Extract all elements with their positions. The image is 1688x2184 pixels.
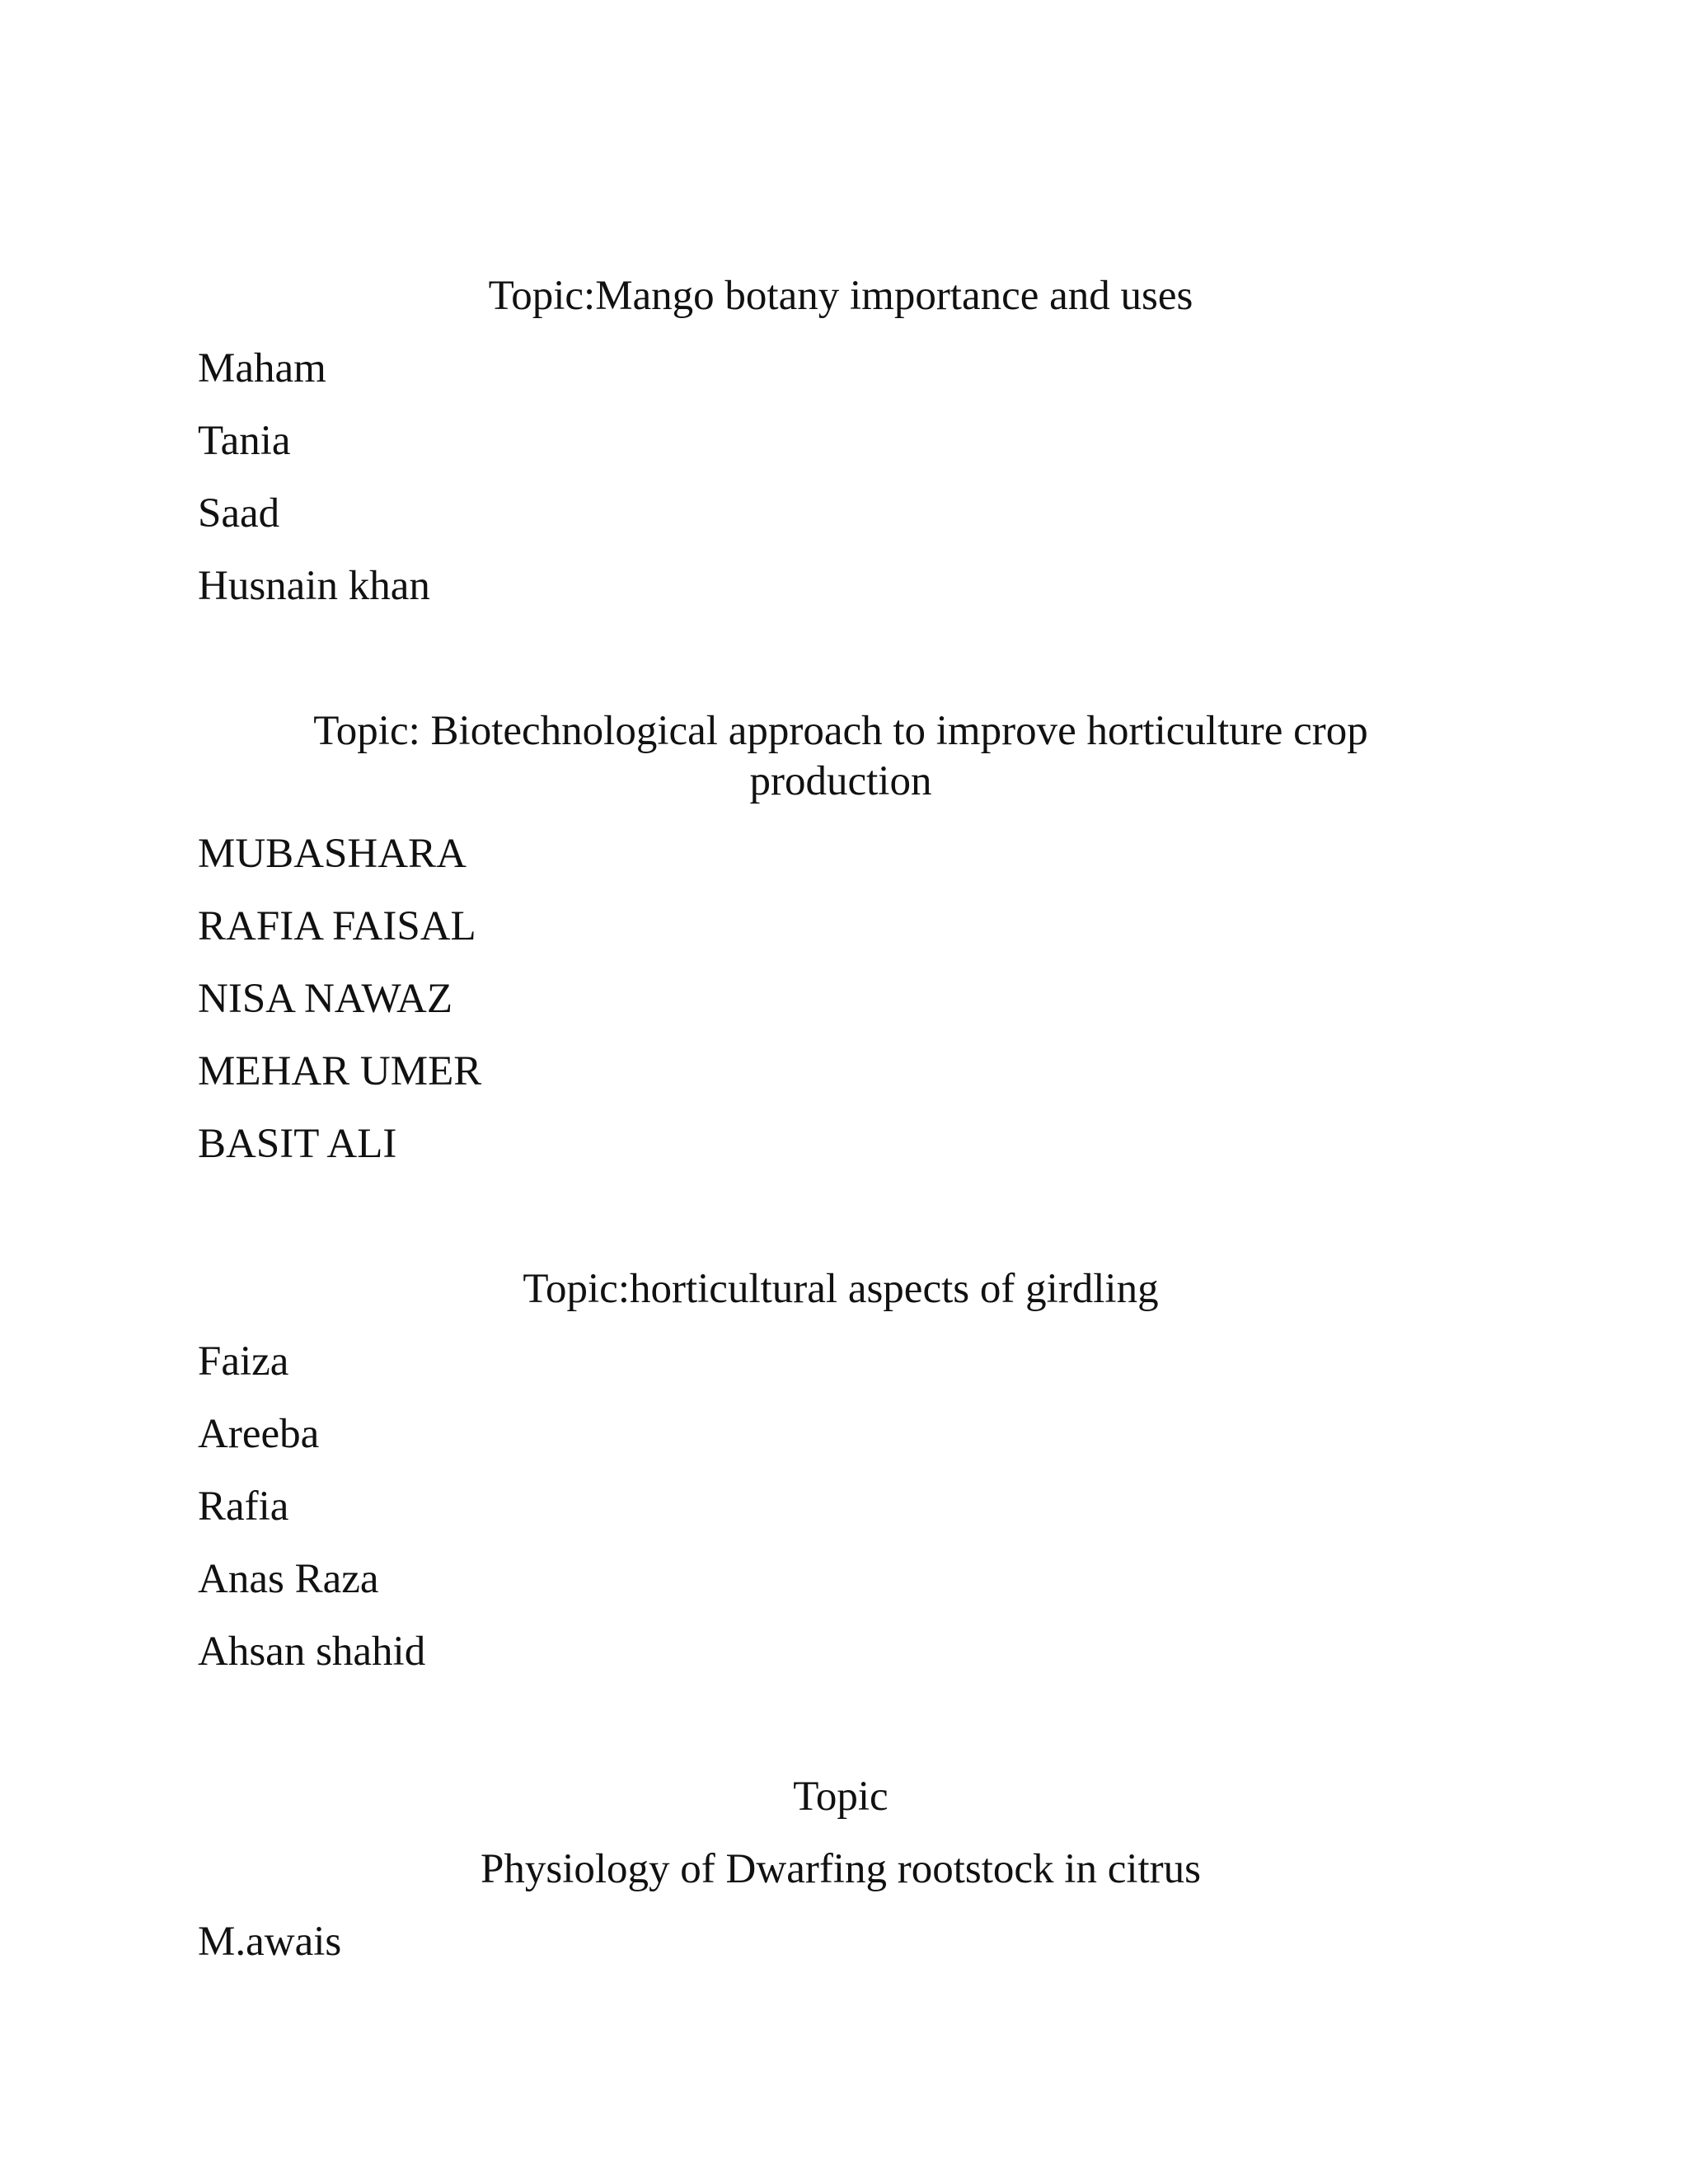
- topic-heading: Topic:Mango botany importance and uses: [488, 273, 1193, 319]
- member-name: BASIT ALI: [198, 1121, 397, 1167]
- topic-heading: Topic:horticultural aspects of girdling: [523, 1266, 1159, 1312]
- member-name: Ahsan shahid: [198, 1629, 426, 1675]
- member-name: RAFIA FAISAL: [198, 903, 476, 949]
- member-name: Tania: [198, 418, 291, 464]
- member-name: Areeba: [198, 1411, 320, 1457]
- member-name: Husnain khan: [198, 563, 430, 609]
- topic-heading: Topic: Biotechnological approach to improve horticulture crop: [313, 708, 1368, 754]
- member-name: NISA NAWAZ: [198, 976, 452, 1022]
- topic-label: Topic: [793, 1774, 889, 1820]
- member-name: Anas Raza: [198, 1556, 379, 1602]
- topic-heading-continuation: production: [749, 758, 932, 804]
- member-name: Faiza: [198, 1338, 289, 1385]
- member-name: Saad: [198, 490, 280, 537]
- member-name: Maham: [198, 345, 326, 391]
- member-name: Rafia: [198, 1483, 289, 1530]
- topic-heading: Physiology of Dwarfing rootstock in citrus: [481, 1846, 1201, 1892]
- member-name: MUBASHARA: [198, 831, 467, 877]
- member-name: MEHAR UMER: [198, 1048, 482, 1094]
- member-name: M.awais: [198, 1919, 342, 1965]
